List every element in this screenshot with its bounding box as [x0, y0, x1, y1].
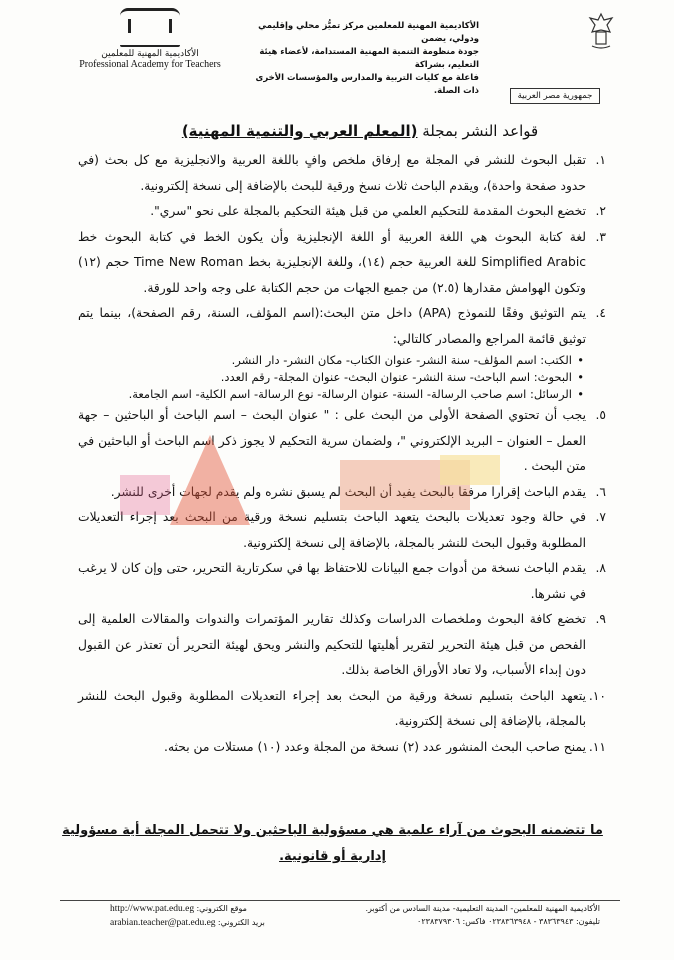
- reference-format: • الكتب: اسم المؤلف- سنة النشر- عنوان الكتاب- مكان النشر- دار النشر.: [78, 352, 584, 369]
- rules-list: [78, 148, 606, 760]
- rule-item: ٨. يقدم الباحث نسخة من أدوات جمع البيانات للاحتفاظ بها في سكرتارية التحرير، حتى وإن كان لا يرغب في نشرها.: [78, 561, 606, 601]
- reference-format: • البحوث: اسم الباحث- سنة النشر- عنوان البحث- عنوان المجلة- رقم العدد.: [78, 369, 584, 386]
- rule-item: ٩. تخضع كافة البحوث وملخصات الدراسات وكذلك تقارير المؤتمرات والندوات والمقالات العلمية إلى الفحص من قبل هيئة التحرير لتقرير أهليتها للتحكيم والنشر ويحق لهيئة التحرير أن تعتذر عن القبول دون إبداء الأسباب، ولا تعاد الأوراق الخاصة بذلك.: [78, 612, 606, 677]
- rule-item: ٥. يجب أن تحتوي الصفحة الأولى من البحث على : " عنوان البحث – اسم الباحث أو الباحثين – جهة العمل – العنوان – البريد الإلكتروني "، ولضمان سرية التحكيم لا يجوز ذكر اسم الباحث أو الباحثين في متن البحث .: [78, 408, 606, 473]
- rule-item: ١٠. يتعهد الباحث بتسليم نسخة ورقية من البحث بعد إجراء التعديلات المطلوبة وقبول البحث للنشر بالمجلة، بالإضافة إلى نسخة إلكترونية.: [78, 688, 606, 728]
- rule-item: ٢. تخضع البحوث المقدمة للتحكيم العلمي من قبل هيئة التحكيم بالمجلة على نحو "سري".: [150, 204, 606, 218]
- rule-item: ٤. يتم التوثيق وفقًا للنموذج (APA) داخل متن البحث:(اسم المؤلف، السنة، رقم الصفحة)، بينما يتم توثيق قائمة المراجع والمصادر كالتالي:: [78, 306, 606, 346]
- academy-logo: [70, 8, 230, 68]
- journal-name: (المعلم العربي والتنمية المهنية): [181, 122, 418, 140]
- rule-item: ٣. لغة كتابة البحوث هي اللغة العربية أو اللغة الإنجليزية وأن يكون الخط في كتابة البحوث خط Simplified Arabic للغة العربية حجم (١٤)، وللغة الإنجليزية بخط Time New Roman حجم (١٢) وتكون الهوامش مقدارها (٢.٥) من جميع الجهات من حجم الكتابة على وجه واحد للورقة.: [78, 229, 606, 295]
- logo-english-text: Professional Academy for Teachers: [79, 59, 221, 70]
- footer-contacts: http://www.pat.edu.eg موقع الكتروني: arabian.teacher@pat.edu.eg بريد الكتروني:: [110, 904, 265, 928]
- eagle-crest-icon: [586, 12, 616, 52]
- rule-item: ٦. يقدم الباحث إقرارا مرفقا بالبحث يفيد أن البحث لم يسبق نشره ولم يقدم لجهات أخرى للنشر.: [110, 484, 606, 499]
- website-link[interactable]: http://www.pat.edu.eg: [110, 904, 195, 914]
- rule-item: ١١. يمنح صاحب البحث المنشور عدد (٢) نسخة من المجلة وعدد (١٠) مستلات من بحثه.: [164, 739, 606, 754]
- mission-line: فاعلة مع كليات التربية والمدارس والمؤسسات الأخرى ذات الصلة.: [255, 73, 479, 96]
- page-title: [120, 122, 600, 140]
- logo-emblem-icon: [120, 8, 180, 47]
- logo-arabic-text: الأكاديمية المهنية للمعلمين: [101, 49, 199, 59]
- email-link[interactable]: arabian.teacher@pat.edu.eg: [110, 918, 216, 928]
- title-prefix: قواعد النشر بمجلة: [422, 122, 539, 140]
- reference-format: • الرسائل: اسم صاحب الرسالة- السنة- عنوان الرسالة- نوع الرسالة- اسم الكلية- اسم الجامعة.: [78, 386, 584, 403]
- rule-item: ١. تقبل البحوث للنشر في المجلة مع إرفاق ملخص وافٍ باللغة العربية والانجليزية مع كل بحث (في حدود صفحة واحدة)، ويقدم الباحث ثلاث نسخ ورقية للبحث بالإضافة إلى نسخة إلكترونية.: [78, 153, 606, 193]
- academy-mission-statement: [243, 20, 479, 96]
- rule-item: ٧. في حالة وجود تعديلات بالبحث يتعهد الباحث بتسليم نسخة ورقية من البحث بعد إجراء التعديلات المطلوبة وقبول البحث للنشر بالمجلة، بالإضافة إلى نسخة إلكترونية.: [78, 510, 606, 550]
- mission-line: الأكاديمية المهنية للمعلمين مركز تميُّز محلي وإقليمي ودولي، يضمن: [258, 21, 479, 44]
- mission-line: جودة منظومة التنمية المهنية المستدامة، لأعضاء هيئة التعليم، بشراكة: [259, 47, 479, 70]
- country-label: جمهورية مصر العربية: [510, 88, 600, 104]
- footer-divider: [60, 900, 620, 901]
- disclaimer-note: ما تتضمنه البحوث من آراء علمية هي مسؤولية الباحثين ولا تتحمل المجلة أية مسؤولية إدارية أو قانونية.: [62, 823, 603, 864]
- footer-address: الأكاديمية المهنية للمعلمين- المدينة التعليمية- مدينة السادس من أكتوبر. تليفون: ٣٨٣٦٣٩٤٣ - ٠٢٣٨٣٦٣٩٤٨ فاكس: ٠٢٣٨٣٧٩٣٠٦: [365, 904, 600, 926]
